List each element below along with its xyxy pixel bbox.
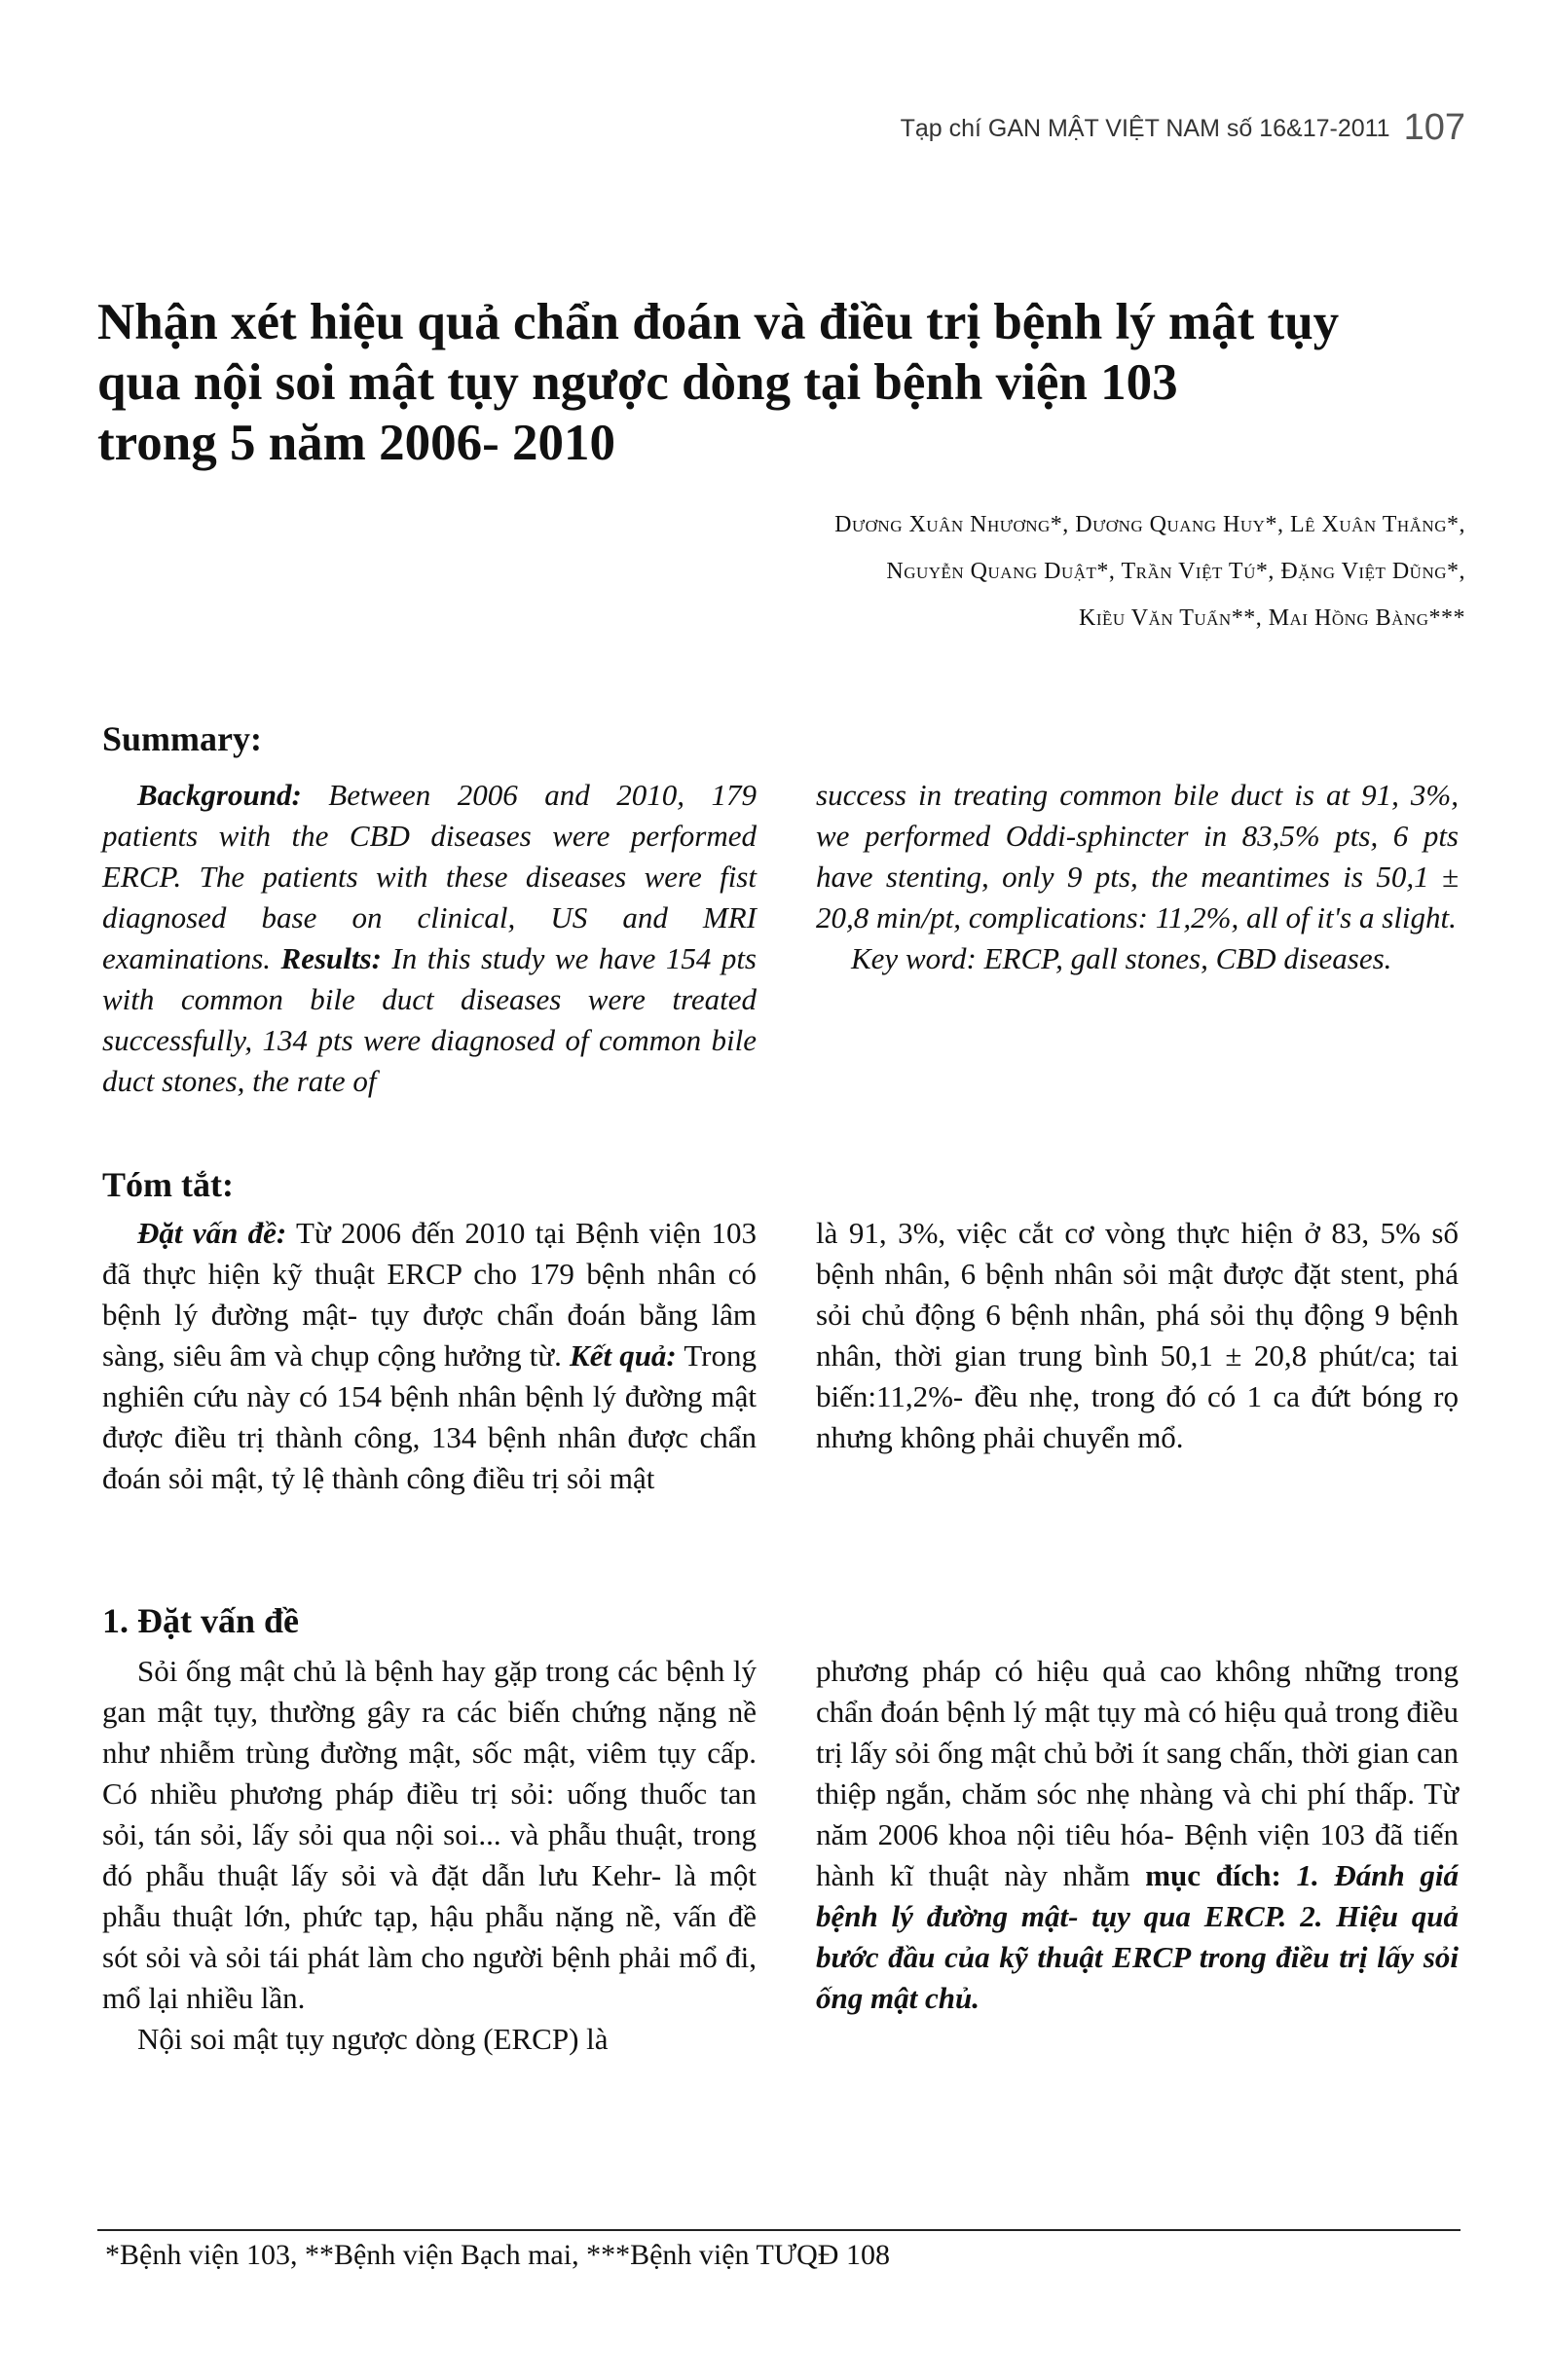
title-line-2: qua nội soi mật tụy ngược dòng tại bệnh viện 103 (97, 354, 1178, 411)
background-text: Between 2006 and 2010, 179 patients with the CBD diseases were performed ERCP. The patients with these diseases were fist diagnosed base on clinical, US and MRI examinations. (102, 778, 757, 975)
section1-left-column (102, 1651, 757, 2060)
section1-heading: 1. Đặt vấn đề (102, 1601, 300, 1640)
section1-right-column (816, 1651, 1459, 2019)
results-label: Results: (280, 941, 382, 975)
tomtat-intro-text: Từ 2006 đến 2010 tại Bệnh viện 103 đã thực hiện kỹ thuật ERCP cho 179 bệnh nhân có bệnh lý đường mật- tụy được chẩn đoán bằng lâm sàng, siêu âm và chụp cộng hưởng từ. (102, 1216, 757, 1373)
running-header (901, 107, 1465, 149)
tomtat-results-text: Trong nghiên cứu này có 154 bệnh nhân bệnh lý đường mật được điều trị thành công, 134 bệnh nhân được chẩn đoán sỏi mật, tỷ lệ thành công điều trị sỏi mật (102, 1338, 757, 1495)
authors-line-3: Kiều Văn Tuấn**, Mai Hồng Bàng*** (1079, 605, 1465, 631)
affiliation-footnote: *Bệnh viện 103, **Bệnh viện Bạch mai, ***Bệnh viện TƯQĐ 108 (105, 2239, 890, 2271)
purpose-label: mục đích: (1145, 1858, 1281, 1892)
purpose-text: 1. Đánh giá bệnh lý đường mật- tụy qua ERCP. 2. Hiệu quả bước đầu của kỹ thuật ERCP trong điều trị lấy sỏi ống mật chủ. (816, 1858, 1459, 2015)
summary-left-column (102, 775, 757, 1102)
article-title (97, 292, 1392, 473)
background-label: Background: (137, 778, 302, 812)
section1-paragraph-2: Nội soi mật tụy ngược dòng (ERCP) là (137, 2022, 609, 2056)
summary-continued: success in treating common bile duct is at 91, 3%, we performed Oddi-sphincter in 83,5% pts, 6 pts have stenting, only 9 pts, the meantimes is 50,1 ± 20,8 min/pt, complications: 11,2%, all of it's a slight. (816, 778, 1459, 934)
authors-line-2: Nguyễn Quang Duật*, Trần Việt Tú*, Đặng Việt Dũng*, (886, 559, 1465, 584)
journal-name: Tạp chí GAN MẬT VIỆT NAM số 16&17-2011 (900, 115, 1390, 142)
summary-heading: Summary: (102, 719, 262, 758)
author-list (834, 501, 1465, 641)
tomtat-paragraph (102, 1213, 757, 1499)
section1-continued (816, 1651, 1459, 2019)
results-text: In this study we have 154 pts with common bile duct diseases were treated successfully, 134 pts were diagnosed of common bile duct stones, the rate of (102, 941, 757, 1098)
section1-right-text: phương pháp có hiệu quả cao không những trong chẩn đoán bệnh lý mật tụy mà có hiệu quả trong điều trị lấy sỏi ống mật chủ bởi ít sang chấn, thời gian can thiệp ngắn, chăm sóc nhẹ nhàng và chi phí thấp. Từ năm 2006 khoa nội tiêu hóa- Bệnh viện 103 đã tiến hành kĩ thuật này nhằm (816, 1654, 1459, 1892)
tomtat-intro-label: Đặt vấn đề: (137, 1216, 287, 1250)
keywords: Key word: ERCP, gall stones, CBD diseases. (851, 941, 1392, 975)
tomtat-heading: Tóm tắt: (102, 1165, 234, 1204)
tomtat-left-column (102, 1213, 757, 1499)
section1-paragraph-1: Sỏi ống mật chủ là bệnh hay gặp trong các bệnh lý gan mật tụy, thường gây ra các biến chứng nặng nề như nhiễm trùng đường mật, sốc mật, viêm tụy cấp. Có nhiều phương pháp điều trị sỏi: uống thuốc tan sỏi, tán sỏi, lấy sỏi qua nội soi... và phẫu thuật, trong đó phẫu thuật lấy sỏi và đặt dẫn lưu Kehr- là một phẫu thuật lớn, phức tạp, hậu phẫu nặng nề, vấn đề sót sỏi và sỏi tái phát làm cho người bệnh phải mổ đi, mổ lại nhiều lần. (102, 1654, 757, 2015)
summary-right-column (816, 775, 1459, 979)
tomtat-right-column (816, 1213, 1459, 1458)
page-number: 107 (1403, 107, 1465, 148)
tomtat-continued: là 91, 3%, việc cắt cơ vòng thực hiện ở 83, 5% số bệnh nhân, 6 bệnh nhân sỏi mật được đặt stent, phá sỏi chủ động 6 bệnh nhân, phá sỏi thụ động 9 bệnh nhân, thời gian trung bình 50,1 ± 20,8 phút/ca; tai biến:11,2%- đều nhẹ, trong đó có 1 ca đứt bóng rọ nhưng không phải chuyển mổ. (816, 1216, 1459, 1454)
footnote-divider (97, 2229, 1461, 2231)
authors-line-1: Dương Xuân Nhương*, Dương Quang Huy*, Lê Xuân Thắng*, (834, 512, 1465, 537)
tomtat-results-label: Kết quả: (570, 1338, 677, 1373)
summary-paragraph (102, 775, 757, 1102)
title-line-3: trong 5 năm 2006- 2010 (97, 415, 615, 471)
title-line-1: Nhận xét hiệu quả chẩn đoán và điều trị bệnh lý mật tụy (97, 294, 1340, 350)
